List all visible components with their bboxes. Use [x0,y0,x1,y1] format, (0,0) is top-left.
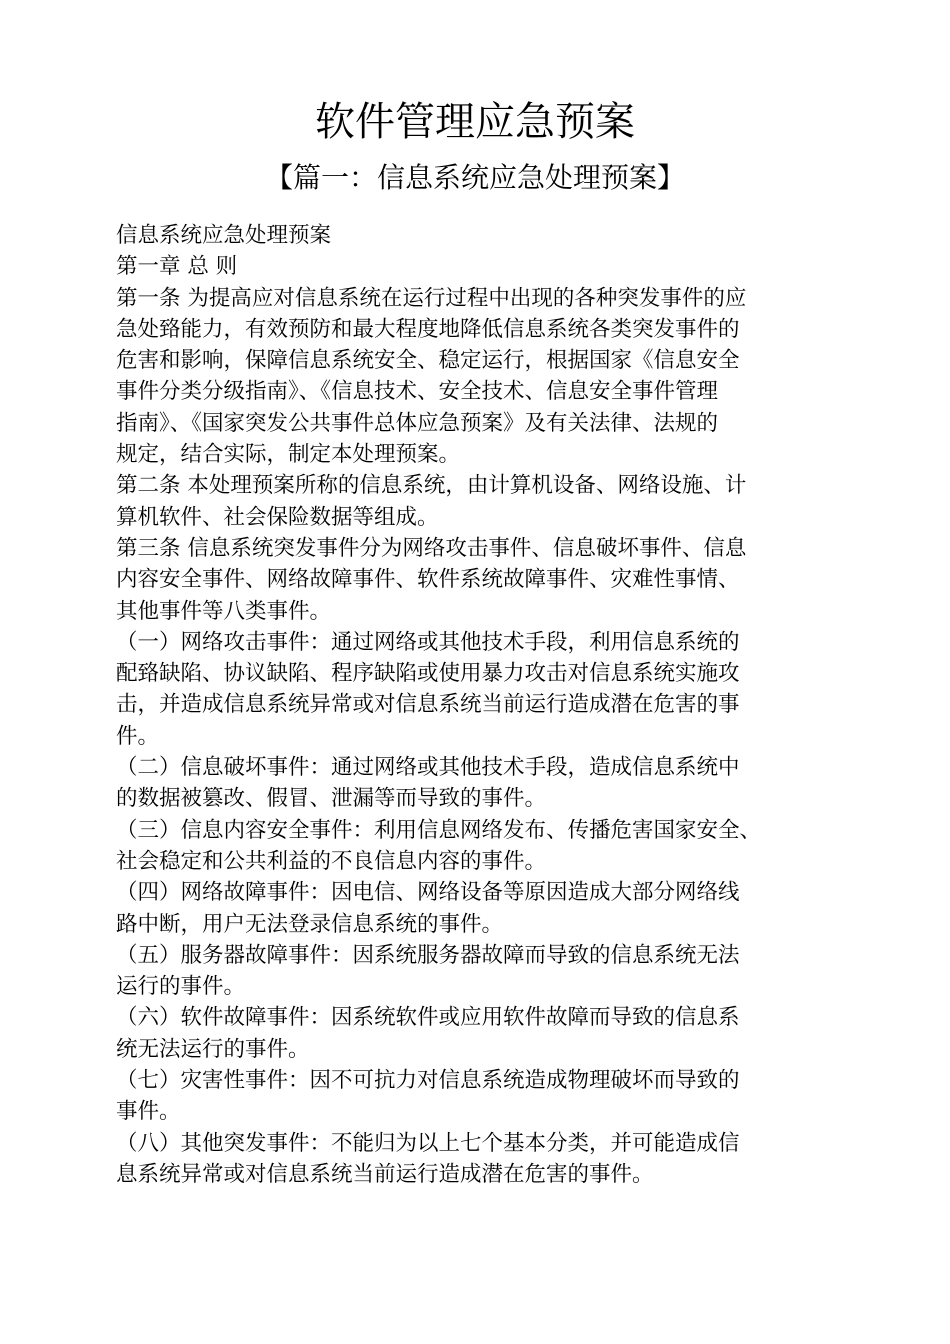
document-title: 软件管理应急预案 [315,99,635,145]
body-line: 信息系统应急处理预案 [116,223,332,248]
body-line: （二）信息破坏事件：通过网络或其他技术手段，造成信息系统中 [116,755,740,781]
body-line: 件。 [116,723,160,749]
body-line: （五）服务器故障事件：因系统服务器故障而导致的信息系统无法 [116,942,740,968]
body-line: 路中断，用户无法登录信息系统的事件。 [116,911,504,937]
body-line: 统无法运行的事件。 [116,1036,310,1062]
body-line: 指南》、《国家突发公共事件总体应急预案》及有关法律、法规的 [116,410,719,436]
body-line: 运行的事件。 [116,974,246,1000]
body-line: 第一条 为提高应对信息系统在运行过程中出现的各种突发事件的应 [116,285,747,311]
body-line: 危害和影响，保障信息系统安全、稳定运行，根据国家《信息安全 [116,348,740,374]
body-line: 第三条 信息系统突发事件分为网络攻击事件、信息破坏事件、信息 [116,535,747,561]
body-line: 社会稳定和公共利益的不良信息内容的事件。 [116,848,547,874]
body-line: 第一章 总 则 [116,254,238,280]
body-line: （三）信息内容安全事件：利用信息网络发布、传播危害国家安全、 [116,817,762,843]
body-line: 击，并造成信息系统异常或对信息系统当前运行造成潜在危害的事 [116,692,740,718]
body-line: （七）灾害性事件：因不可抗力对信息系统造成物理破坏而导致的 [116,1068,740,1094]
body-line: 事件。 [116,1099,181,1125]
document-body [116,220,856,1190]
body-line: 第二条 本处理预案所称的信息系统，由计算机设备、网络设施、计 [116,473,747,499]
body-line: 规定，结合实际，制定本处理预案。 [116,442,461,468]
body-line: （六）软件故障事件：因系统软件或应用软件故障而导致的信息系 [116,1005,740,1031]
body-line: （一）网络攻击事件：通过网络或其他技术手段，利用信息系统的 [116,629,740,655]
body-line: 算机软件、社会保险数据等组成。 [116,504,439,530]
body-line: 其他事件等八类事件。 [116,598,332,624]
body-line: （四）网络故障事件：因电信、网络设备等原因造成大部分网络线 [116,880,740,906]
body-line: 急处臵能力，有效预防和最大程度地降低信息系统各类突发事件的 [116,316,740,342]
body-line: 息系统异常或对信息系统当前运行造成潜在危害的事件。 [116,1161,654,1187]
body-line: 配臵缺陷、协议缺陷、程序缺陷或使用暴力攻击对信息系统实施攻 [116,661,740,687]
body-line: 事件分类分级指南》、《信息技术、安全技术、信息安全事件管理 [116,379,719,405]
body-line: （八）其他突发事件：不能归为以上七个基本分类，并可能造成信 [116,1130,740,1156]
body-line: 内容安全事件、网络故障事件、软件系统故障事件、灾难性事情、 [116,567,740,593]
document-subtitle: 【篇一：信息系统应急处理预案】 [264,161,685,194]
body-line: 的数据被篡改、假冒、泄漏等而导致的事件。 [116,786,547,812]
